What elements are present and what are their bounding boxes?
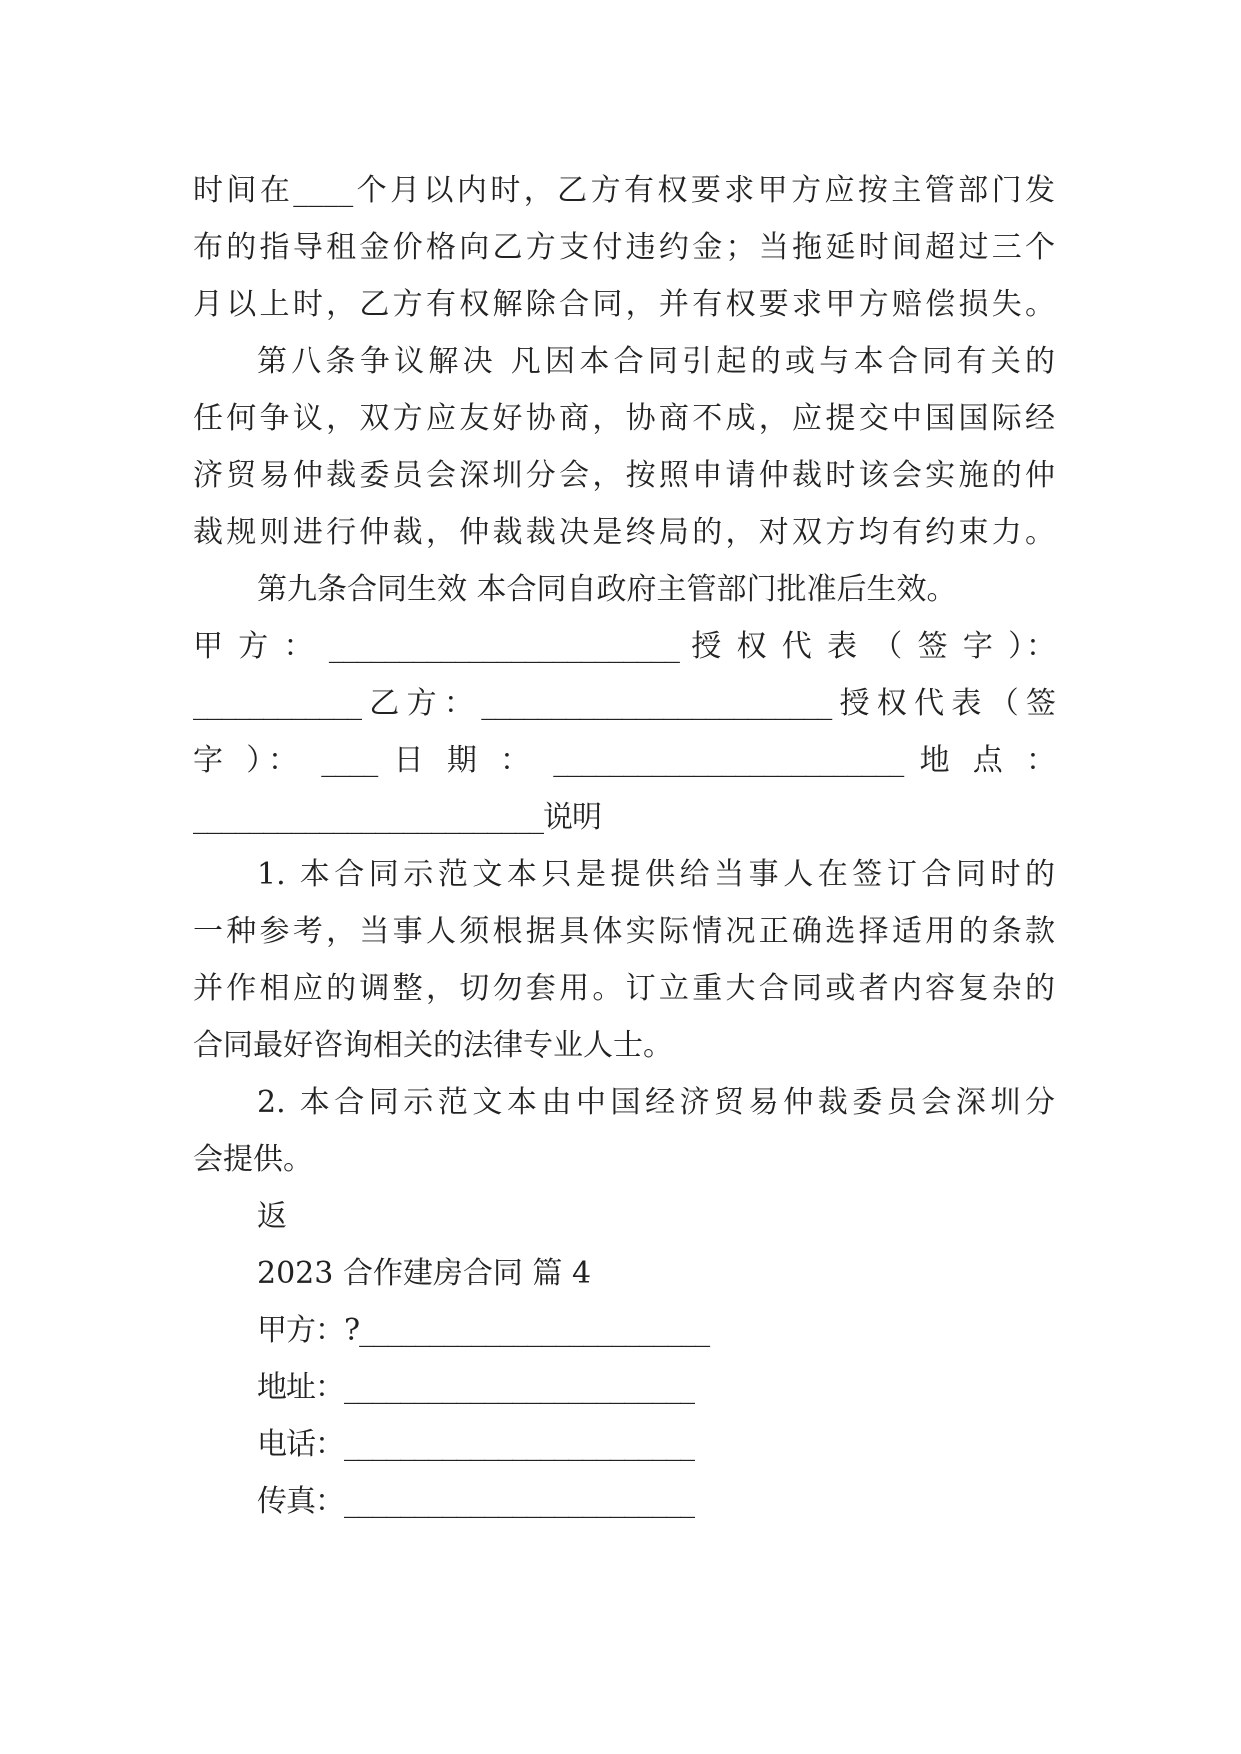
signature-line-party-a: 甲 方 ： _________________________ 授 权 代 表 （ 签 字 ）： — [193, 629, 1055, 664]
fax-field: 传真：_________________________ — [257, 1484, 694, 1519]
note-1-line: 1. 本合同示范文本只是提供给当事人在签订合同时的 — [257, 857, 1055, 892]
article-9-heading-line: 第九条合同生效 本合同自政府主管部门批准后生效。 — [257, 572, 957, 607]
notes-heading-line: _________________________说明 — [193, 800, 601, 835]
signature-line-party-b: ____________乙方：_________________________授权代表（签 — [193, 686, 1055, 721]
paragraph-line: 一种参考，当事人须根据具体实际情况正确选择适用的条款 — [193, 914, 1055, 949]
paragraph-line: 月以上时，乙方有权解除合同，并有权要求甲方赔偿损失。 — [193, 287, 1055, 322]
paragraph-line: 济贸易仲裁委员会深圳分会，按照申请仲裁时该会实施的仲 — [193, 458, 1055, 493]
signature-line-date-place: 字 ）： ____ 日 期 ： _________________________ 地 点 ： — [193, 743, 1055, 778]
paragraph-line: 会提供。 — [193, 1142, 313, 1177]
paragraph-line: 合同最好咨询相关的法律专业人士。 — [193, 1028, 673, 1063]
return-text: 返 — [257, 1199, 287, 1234]
paragraph-line: 时间在____个月以内时，乙方有权要求甲方应按主管部门发 — [193, 173, 1055, 208]
address-field: 地址：_________________________ — [257, 1370, 694, 1405]
phone-field: 电话：_________________________ — [257, 1427, 694, 1462]
party-a-field: 甲方：?_________________________ — [257, 1313, 710, 1348]
section-title: 2023 合作建房合同 篇 4 — [257, 1256, 592, 1291]
paragraph-line: 裁规则进行仲裁，仲裁裁决是终局的，对双方均有约束力。 — [193, 515, 1055, 550]
paragraph-line: 并作相应的调整，切勿套用。订立重大合同或者内容复杂的 — [193, 971, 1055, 1006]
note-2-line: 2. 本合同示范文本由中国经济贸易仲裁委员会深圳分 — [257, 1085, 1055, 1120]
paragraph-line: 布的指导租金价格向乙方支付违约金；当拖延时间超过三个 — [193, 230, 1055, 265]
paragraph-line: 任何争议，双方应友好协商，协商不成，应提交中国国际经 — [193, 401, 1055, 436]
article-8-heading-line: 第八条争议解决 凡因本合同引起的或与本合同有关的 — [257, 344, 1055, 379]
